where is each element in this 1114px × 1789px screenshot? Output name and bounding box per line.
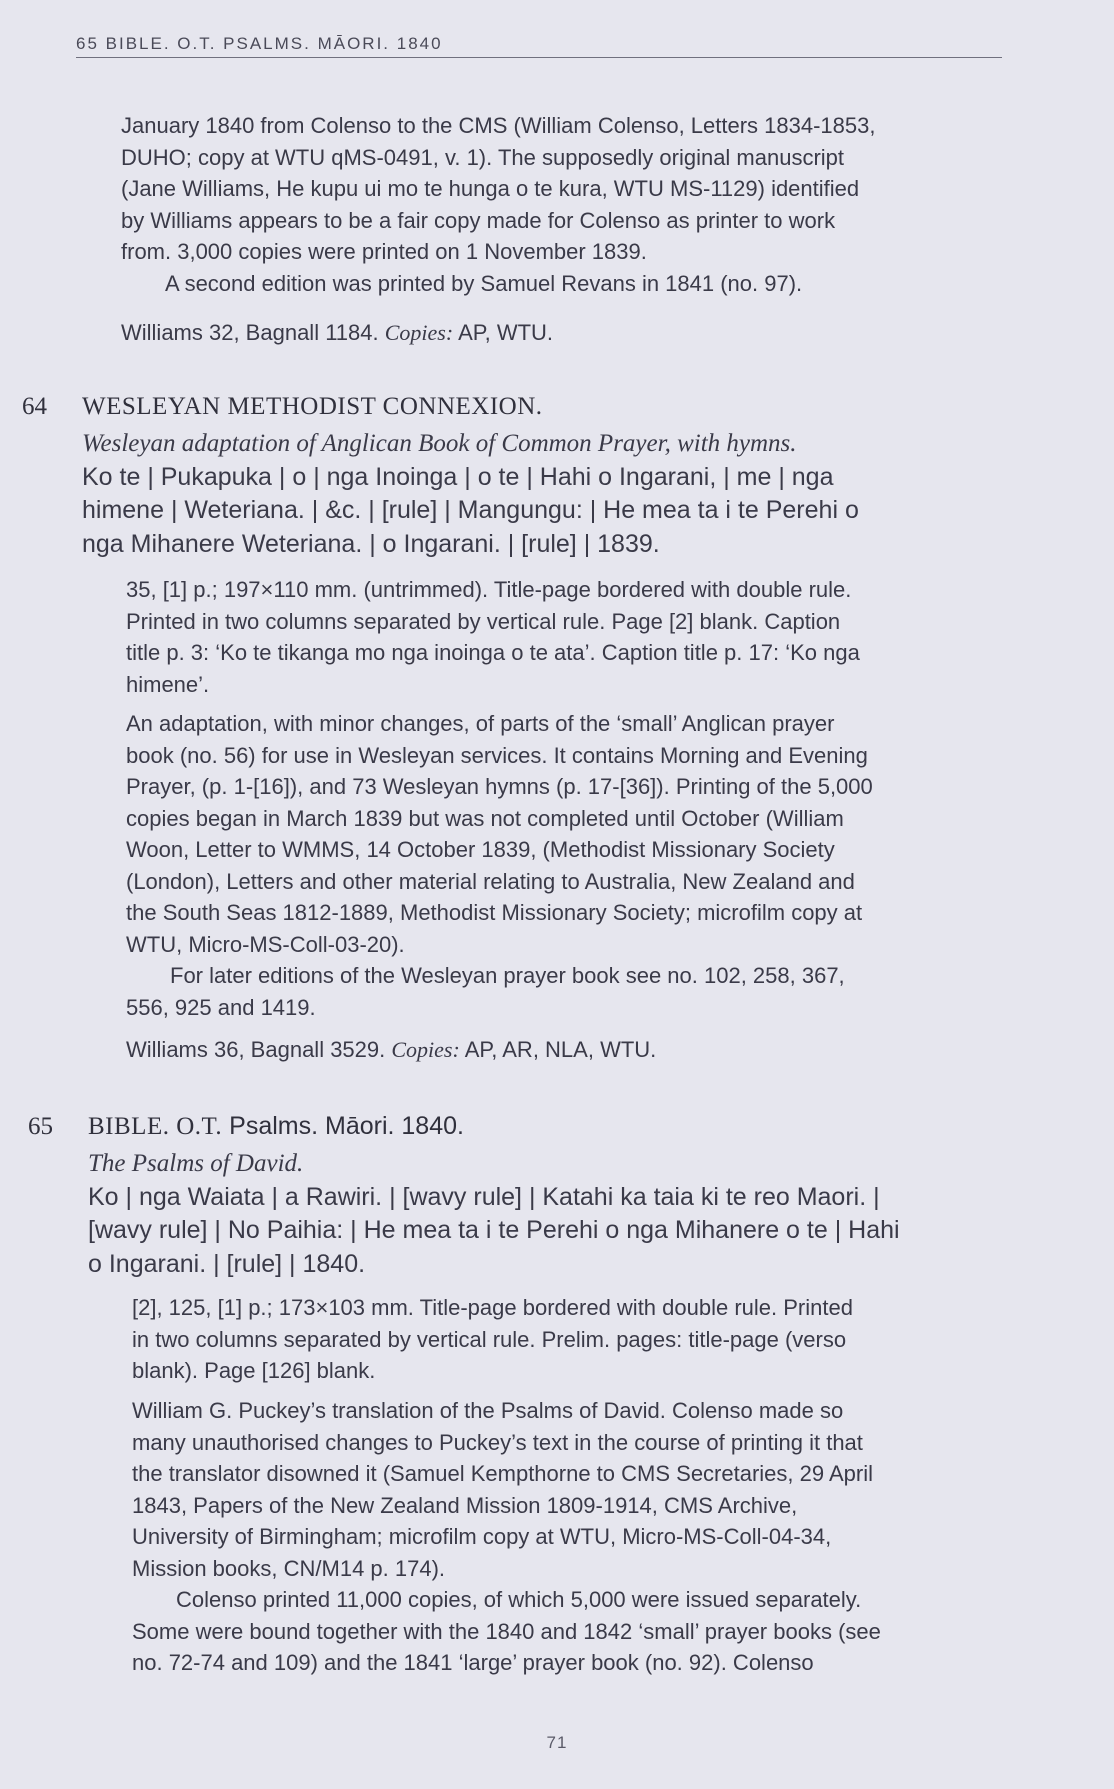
entry-supplied-title: The Psalms of David. xyxy=(88,1150,304,1177)
text-line: January 1840 from Colenso to the CMS (William Colenso, Letters 1834-1853, xyxy=(121,113,876,138)
entry-number: 64 xyxy=(22,393,47,420)
text-line: 1843, Papers of the New Zealand Mission 1809-1914, CMS Archive, xyxy=(132,1492,798,1518)
title-transcription-line: nga Mihanere Weteriana. | o Ingarani. | [rule] | 1839. xyxy=(82,529,660,558)
title-transcription-line: Ko te | Pukapuka | o | nga Inoinga | o te | Hahi o Ingarani, | me | nga xyxy=(82,462,834,491)
entry-note xyxy=(126,708,1006,1023)
references: Williams 36, Bagnall 3529. xyxy=(126,1037,386,1062)
page-number: 71 xyxy=(546,1733,568,1752)
text-line: blank). Page [126] blank. xyxy=(132,1358,376,1383)
text-line: Mission books, CN/M14 p. 174). xyxy=(132,1555,446,1581)
copies-list: AP, AR, NLA, WTU. xyxy=(464,1037,657,1062)
text-line: [2], 125, [1] p.; 173×103 mm. Title-page bordered with double rule. Printed xyxy=(132,1295,853,1320)
entry-heading-text: BIBLE. O.T. xyxy=(88,1113,223,1140)
text-line: Woon, Letter to WMMS, 14 October 1839, (Methodist Missionary Society xyxy=(126,837,835,862)
entry-title-block xyxy=(88,1147,1008,1281)
text-line: 35, [1] p.; 197×110 mm. (untrimmed). Title-page bordered with double rule. xyxy=(126,577,852,602)
copies-list: AP, WTU. xyxy=(458,320,554,345)
text-line: DUHO; copy at WTU qMS-0491, v. 1). The supposedly original manuscript xyxy=(121,144,845,170)
text-line: Some were bound together with the 1840 and 1842 ‘small’ prayer books (see xyxy=(132,1618,881,1644)
title-transcription-line: Ko | nga Waiata | a Rawiri. | [wavy rule] | Katahi ka taia ki te reo Maori. | xyxy=(88,1182,880,1211)
text-line: An adaptation, with minor changes, of parts of the ‘small’ Anglican prayer xyxy=(126,711,835,736)
text-line: book (no. 56) for use in Wesleyan services. It contains Morning and Evening xyxy=(126,742,868,768)
title-transcription-line: [wavy rule] | No Paihia: | He mea ta i te Perehi o nga Mihanere o te | Hahi xyxy=(88,1216,900,1244)
text-line: (Jane Williams, He kupu ui mo te hunga o te kura, WTU MS-1129) identified xyxy=(121,176,860,201)
references-line xyxy=(121,317,1006,349)
text-line: many unauthorised changes to Puckey’s text in the course of printing it that xyxy=(132,1429,863,1455)
entry-heading-text: WESLEYAN METHODIST CONNEXION. xyxy=(82,393,543,420)
entry-heading-subtext: Psalms. Māori. 1840. xyxy=(229,1112,464,1140)
entry-heading xyxy=(28,1110,464,1143)
text-line: William G. Puckey’s translation of the Psalms of David. Colenso made so xyxy=(132,1398,844,1423)
text-line: (London), Letters and other material relating to Australia, New Zealand and xyxy=(126,868,855,894)
entry-note xyxy=(132,1395,1008,1679)
entry-supplied-title: Wesleyan adaptation of Anglican Book of Common Prayer, with hymns. xyxy=(82,430,797,457)
collation xyxy=(132,1292,1008,1387)
text-line: Prayer, (p. 1-[16]), and 73 Wesleyan hymns (p. 17-[36]). Printing of the 5,000 xyxy=(126,774,873,799)
running-head: 65 BIBLE. O.T. PSALMS. MĀORI. 1840 xyxy=(76,34,443,53)
references: Williams 32, Bagnall 1184. xyxy=(121,320,379,345)
text-line: in two columns separated by vertical rule. Prelim. pages: title-page (verso xyxy=(132,1326,847,1352)
text-line: Printed in two columns separated by vertical rule. Page [2] blank. Caption xyxy=(126,608,841,634)
header-rule xyxy=(76,57,1002,58)
text-line: For later editions of the Wesleyan prayer book see no. 102, 258, 367, xyxy=(170,963,845,988)
title-transcription-line: himene | Weteriana. | &c. | [rule] | Mangungu: | He mea ta i te Perehi o xyxy=(82,496,859,524)
collation xyxy=(126,574,1006,700)
entry-number: 65 xyxy=(28,1113,53,1140)
text-line: no. 72-74 and 109) and the 1841 ‘large’ prayer book (no. 92). Colenso xyxy=(132,1650,814,1675)
title-transcription-line: o Ingarani. | [rule] | 1840. xyxy=(88,1249,366,1278)
text-line: title p. 3: ‘Ko te tikanga mo nga inoinga o te ata’. Caption title p. 17: ‘Ko nga xyxy=(126,640,860,665)
text-line: WTU, Micro-MS-Coll-03-20). xyxy=(126,931,405,957)
entry-heading xyxy=(22,390,543,423)
references-line xyxy=(126,1034,1006,1066)
text-line: 556, 925 and 1419. xyxy=(126,994,316,1020)
text-line: the translator disowned it (Samuel Kempthorne to CMS Secretaries, 29 April xyxy=(132,1461,874,1486)
continued-note xyxy=(121,110,1006,299)
text-line: University of Birmingham; microfilm copy at WTU, Micro-MS-Coll-04-34, xyxy=(132,1524,832,1549)
text-line: by Williams appears to be a fair copy made for Colenso as printer to work xyxy=(121,207,836,233)
text-line: copies began in March 1839 but was not completed until October (William xyxy=(126,805,844,831)
copies-label: Copies: xyxy=(384,320,454,345)
text-line: himene’. xyxy=(126,671,210,697)
entry-title-block xyxy=(82,427,1002,561)
text-line: from. 3,000 copies were printed on 1 November 1839. xyxy=(121,239,647,264)
copies-label: Copies: xyxy=(391,1037,460,1062)
text-line: Colenso printed 11,000 copies, of which 5,000 were issued separately. xyxy=(176,1587,862,1612)
text-line: A second edition was printed by Samuel Revans in 1841 (no. 97). xyxy=(165,270,803,296)
text-line: the South Seas 1812-1889, Methodist Missionary Society; microfilm copy at xyxy=(126,900,863,925)
